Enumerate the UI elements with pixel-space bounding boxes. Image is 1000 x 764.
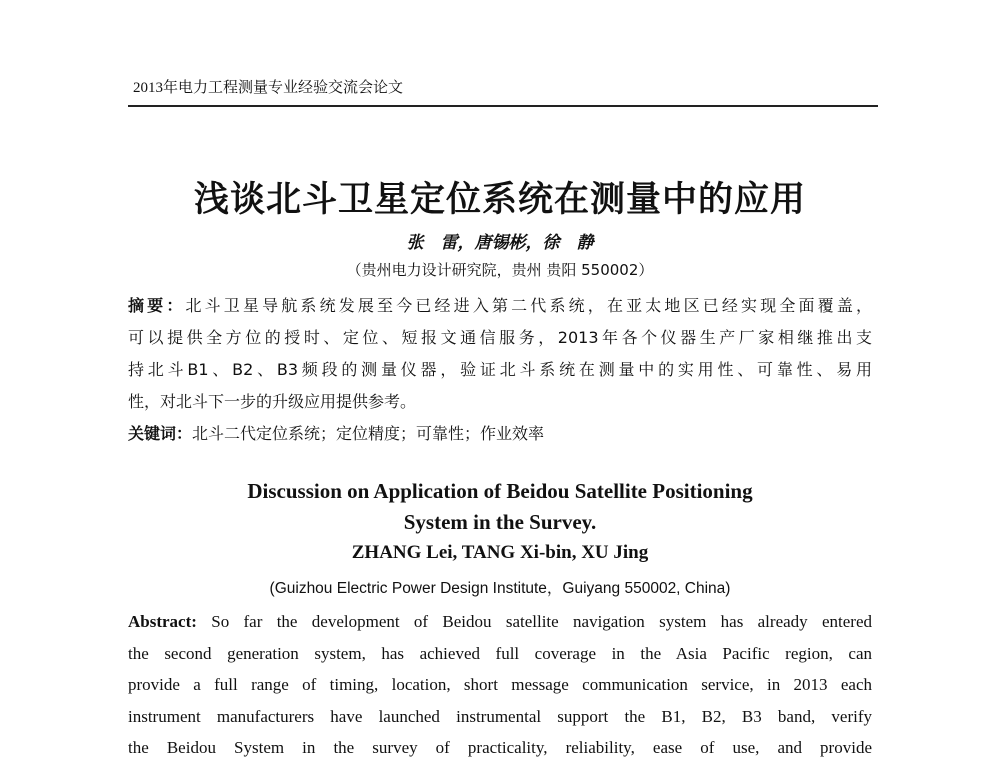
header-rule (128, 105, 878, 107)
abstract-line: 摘要：北斗卫星导航系统发展至今已经进入第二代系统，在亚太地区已经实现全面覆盖， (128, 296, 872, 315)
abstract-label: 摘要： (128, 296, 186, 315)
abstract-line: provide a full range of timing, location, short message communication service, in 2013 each (128, 675, 872, 695)
abstract-label: Abstract: (128, 612, 197, 631)
keywords: 北斗二代定位系统；定位精度；可靠性；作业效率 (192, 424, 545, 443)
abstract-line: instrument manufacturers have launched instrumental support the B1, B2, B3 band, verify (128, 706, 872, 726)
affiliation-english: (Guizhou Electric Power Design Institute，Guiyang 550002, China) (269, 580, 731, 597)
affiliation-chinese: （贵州电力设计研究院，贵州 贵阳 550002） (346, 261, 654, 279)
authors-chinese: 张 雷，唐锡彬，徐 静 (406, 233, 594, 253)
abstract-line: the Beidou System in the survey of practicality, reliability, ease of use, and provide (128, 738, 872, 758)
abstract-line: 性，对北斗下一步的升级应用提供参考。 (128, 392, 417, 411)
abstract-line: Abstract: So far the development of Beidou satellite navigation system has already entered (128, 612, 872, 631)
authors-english: ZHANG Lei, TANG Xi-bin, XU Jing (351, 542, 649, 563)
abstract-english (128, 606, 872, 764)
title-english: Discussion on Application of Beidou Satellite Positioning System in the Survey. (247, 479, 753, 534)
abstract-line: 可以提供全方位的授时、定位、短报文通信服务，2013年各个仪器生产厂家相继推出支 (128, 328, 872, 347)
abstract-line: the second generation system, has achieved full coverage in the Asia Pacific region, can (128, 643, 872, 663)
abstract-line: 持北斗B1、B2、B3频段的测量仪器，验证北斗系统在测量中的实用性、可靠性、易用 (128, 360, 872, 379)
keywords-label: 关键词： (128, 424, 193, 443)
abstract-chinese (128, 290, 872, 418)
keywords-chinese (128, 418, 872, 450)
title-chinese: 浅谈北斗卫星定位系统在测量中的应用 (193, 180, 806, 220)
running-head: 2013年电力工程测量专业经验交流会论文 (133, 80, 404, 96)
